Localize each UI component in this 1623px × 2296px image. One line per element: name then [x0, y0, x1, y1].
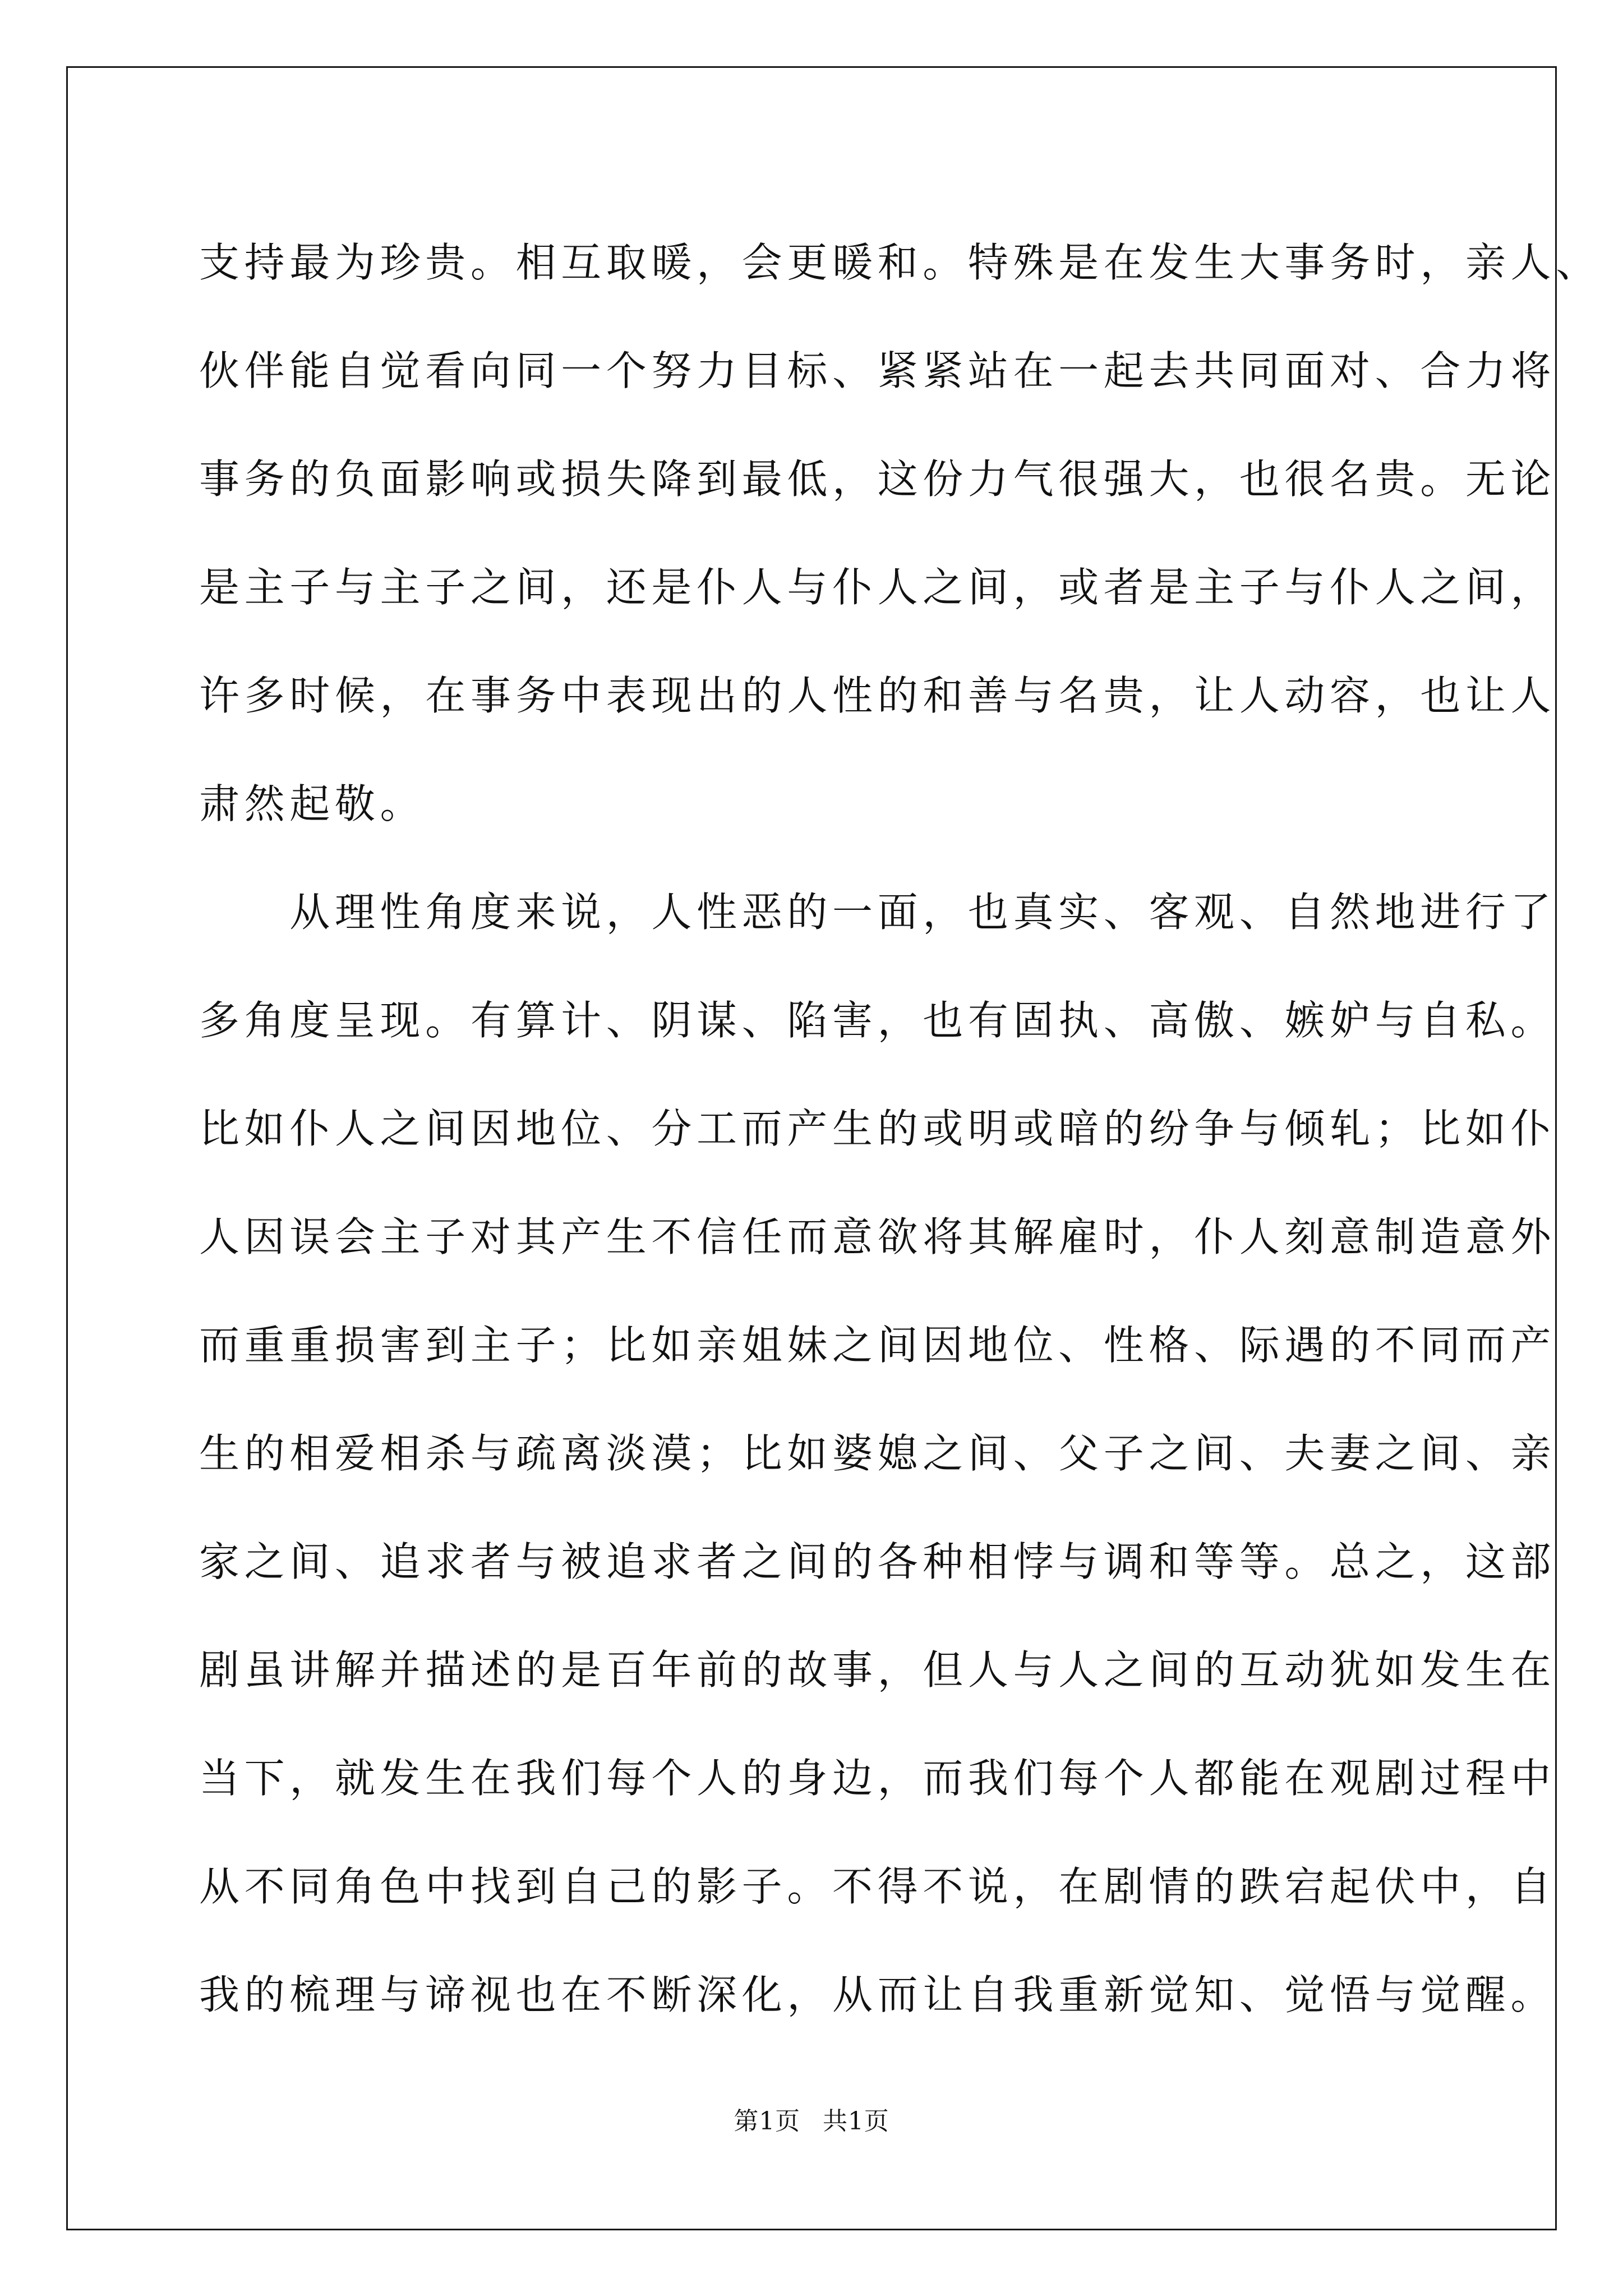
text-line: 事务的负面影响或损失降到最低，这份力气很强大，也很名贵。无论 — [199, 455, 1556, 503]
text-line: 家之间、追求者与被追求者之间的各种相悖与调和等等。总之，这部 — [199, 1538, 1556, 1585]
text-line: 剧虽讲解并描述的是百年前的故事，但人与人之间的互动犹如发生在 — [199, 1646, 1556, 1694]
text-line: 支持最为珍贵。相互取暖，会更暖和。特殊是在发生大事务时，亲人、 — [199, 239, 1601, 286]
text-line: 伙伴能自觉看向同一个努力目标、紧紧站在一起去共同面对、合力将 — [199, 347, 1556, 394]
text-line: 生的相爱相杀与疏离淡漠；比如婆媳之间、父子之间、夫妻之间、亲 — [199, 1430, 1556, 1477]
text-line: 人因误会主子对其产生不信任而意欲将其解雇时，仆人刻意制造意外 — [199, 1213, 1556, 1260]
text-line: 比如仆人之间因地位、分工而产生的或明或暗的纷争与倾轧；比如仆 — [199, 1105, 1556, 1152]
page-footer — [0, 2101, 1623, 2137]
text-line: 是主子与主子之间，还是仆人与仆人之间，或者是主子与仆人之间， — [199, 564, 1556, 611]
page-number-total: 共1页 — [823, 2107, 889, 2136]
text-line: 肃然起敬。 — [199, 780, 426, 827]
text-line: 从不同角色中找到自己的影子。不得不说，在剧情的跌宕起伏中，自 — [199, 1863, 1556, 1910]
text-line: 而重重损害到主子；比如亲姐妹之间因地位、性格、际遇的不同而产 — [199, 1322, 1556, 1369]
text-line: 多角度呈现。有算计、阴谋、陷害，也有固执、高傲、嫉妒与自私。 — [199, 997, 1556, 1044]
document-body — [199, 209, 1601, 2049]
text-line: 从理性角度来说，人性恶的一面，也真实、客观、自然地进行了 — [199, 889, 1556, 936]
text-line: 当下，就发生在我们每个人的身边，而我们每个人都能在观剧过程中 — [199, 1755, 1556, 1802]
text-line: 许多时候，在事务中表现出的人性的和善与名贵，让人动容，也让人 — [199, 672, 1556, 719]
text-line: 我的梳理与谛视也在不断深化，从而让自我重新觉知、觉悟与觉醒。 — [199, 1971, 1556, 2018]
page-number-current: 第1页 — [734, 2107, 800, 2136]
